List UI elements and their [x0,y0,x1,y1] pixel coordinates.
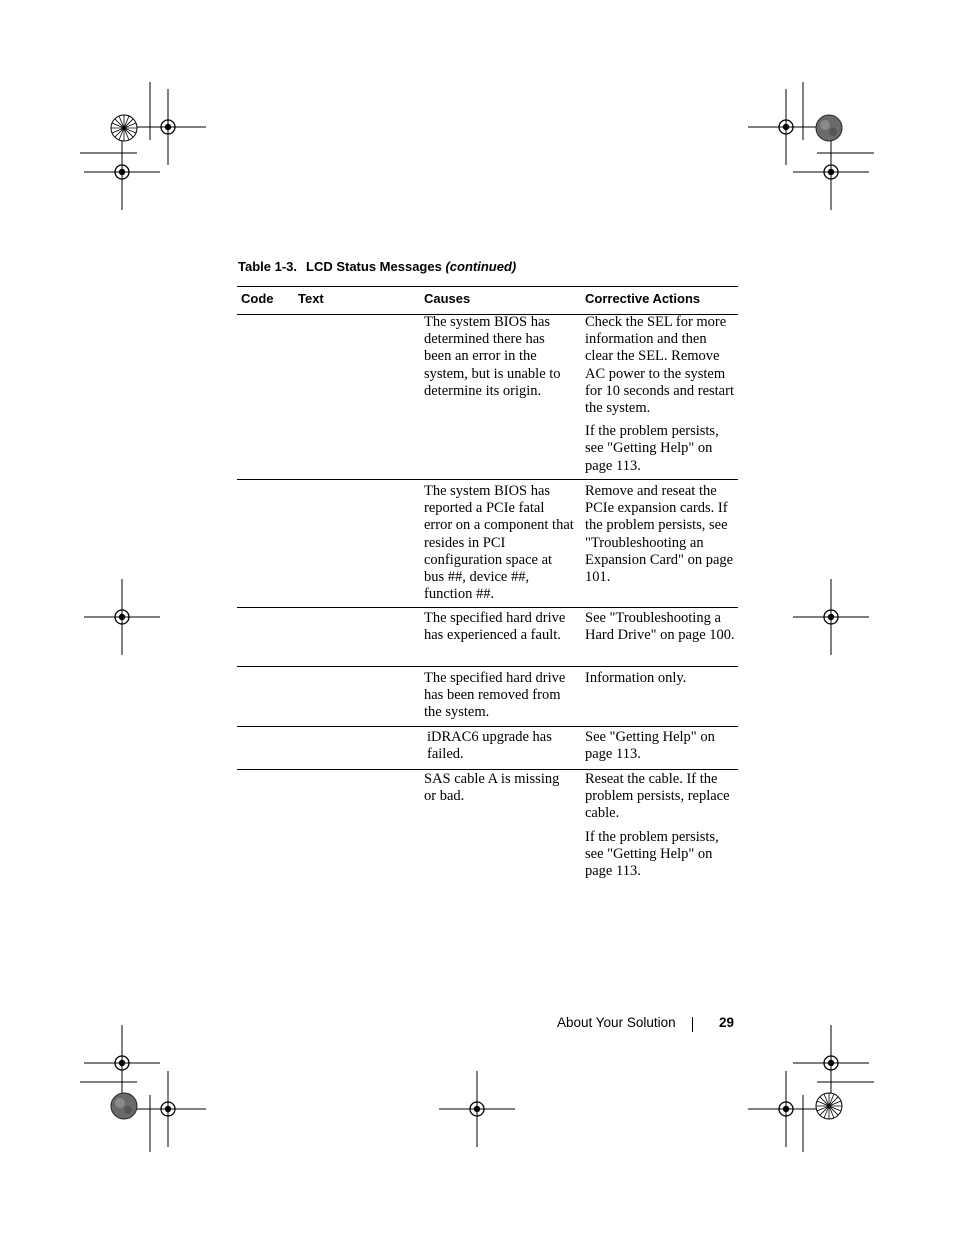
crop-mark-top-left [80,82,206,210]
table-header [237,286,738,315]
header-causes: Causes [424,291,471,306]
crop-mark-bottom-left [80,1025,206,1152]
action-text: If the problem persists, see "Getting Help" on page 113. [585,423,719,474]
action-cell [585,771,737,880]
table-row [237,483,738,608]
action-text: If the problem persists, see "Getting Help" on page 113. [585,828,719,880]
header-code: Code [241,291,274,306]
page-number: 29 [719,1015,735,1030]
action-cell: See "Getting Help" on page 113. [585,729,715,763]
action-text: Check the SEL for more information and then clear the SEL. Remove AC power to the system for 10 seconds and restart the system. [585,314,734,417]
crop-mark-bottom-center [439,1071,515,1147]
cause-cell: The system BIOS has determined there has been an error in the system, but is unable to determine its origin. [424,314,561,399]
cause-cell: iDRAC6 upgrade has failed. [427,729,552,763]
table-title: LCD Status Messages [306,259,442,274]
cause-cell: The specified hard drive has experienced a fault. [424,610,566,644]
header-corrective-actions: Corrective Actions [585,291,701,306]
table-row [237,610,738,667]
cause-cell: The system BIOS has reported a PCIe fatal error on a component that resides in PCI configuration space at bus ##, device ##, function ##. [424,483,574,603]
table-row [237,771,738,883]
crop-mark-middle-right [793,579,869,655]
cause-cell: SAS cable A is missing or bad. [424,771,560,805]
table-continued-label: (continued) [445,259,517,274]
action-text: Reseat the cable. If the problem persists, replace cable. [585,771,730,822]
cause-cell: The specified hard drive has been removed from the system. [424,670,566,721]
action-cell [585,314,737,475]
table-row [237,729,738,770]
header-text: Text [298,291,324,306]
action-cell: Remove and reseat the PCIe expansion cards. If the problem persists, see "Troubleshooting an Expansion Card" on page 101. [585,483,734,586]
crop-mark-bottom-right [748,1025,874,1152]
crop-mark-top-right [748,82,874,210]
crop-mark-middle-left [84,579,160,655]
action-cell: Information only. [585,670,687,686]
footer-divider [692,1017,693,1032]
table-caption [238,259,516,274]
table-number: Table 1-3. [238,259,298,274]
table-row [237,314,738,480]
table-row [237,670,738,727]
footer-section-title: About Your Solution [557,1015,676,1030]
action-cell: See "Troubleshooting a Hard Drive" on page 100. [585,610,735,644]
